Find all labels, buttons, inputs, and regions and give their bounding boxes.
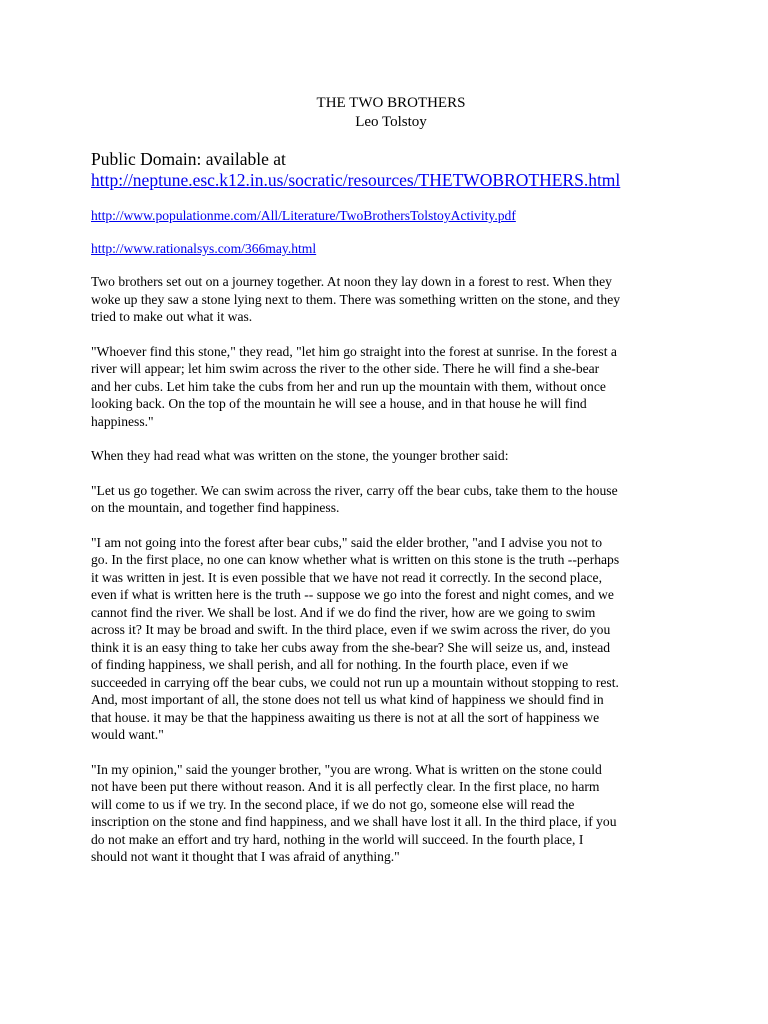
public-domain-label: Public Domain: available at xyxy=(91,149,286,169)
paragraph xyxy=(91,534,691,744)
text-line: cannot find the river. We shall be lost. And if we do find the river, how are we going to swim xyxy=(91,604,596,620)
text-line: should not want it thought that I was afraid of anything." xyxy=(91,849,400,864)
text-line: would want." xyxy=(91,727,164,742)
text-line: it was written in jest. It is even possible that we have not read it correctly. In the second place, xyxy=(91,569,602,585)
text-line: of finding happiness, we shall perish, and all for nothing. In the fourth place, even if we xyxy=(91,657,569,672)
paragraph xyxy=(91,482,691,517)
story-author: Leo Tolstoy xyxy=(355,114,427,130)
paragraph xyxy=(91,273,691,326)
text-line: river will appear; let him swim across the river to the other side. There he will find a she-bear xyxy=(91,361,600,376)
text-line: do not make an effort and try hard, nothing in the world will succeed. In the fourth place, I xyxy=(91,831,584,847)
text-line: will come to us if we try. In the second place, if we do not go, someone else will read the xyxy=(91,796,575,812)
text-line: think it is an easy thing to take her cubs away from the she-bear? She will seize us, and, instead xyxy=(91,639,611,655)
text-line: that house. it may be that the happiness awaiting us there is not at all the sort of happiness we xyxy=(91,709,600,725)
title-block xyxy=(91,94,691,132)
text-line: "I am not going into the forest after bear cubs," said the elder brother, "and I advise you not to xyxy=(91,534,602,550)
text-line: looking back. On the top of the mountain he will see a house, and in that house he will find xyxy=(91,396,587,411)
text-line: go. In the first place, no one can know whether what is written on this stone is the truth --perhaps xyxy=(91,552,620,567)
link-row xyxy=(91,207,691,225)
text-line: not have been put there without reason. And it is all perfectly clear. In the first place, no harm xyxy=(91,779,600,794)
text-line: tried to make out what it was. xyxy=(91,309,253,324)
text-line: succeeded in carrying off the bear cubs, we could not run up a mountain without stopping to rest. xyxy=(91,674,619,690)
text-line: "Whoever find this stone," they read, "let him go straight into the forest at sunrise. In the forest a xyxy=(91,343,617,359)
text-line: across it? It may be broad and swift. In the third place, even if we swim across the river, do you xyxy=(91,622,611,637)
text-line: "In my opinion," said the younger brother, "you are wrong. What is written on the stone could xyxy=(91,761,602,777)
text-line: even if what is written here is the truth -- suppose we go into the forest and night comes, and we xyxy=(91,587,614,602)
document-body xyxy=(91,94,691,883)
paragraph xyxy=(91,343,691,431)
source-link-rationalsys[interactable]: http://www.rationalsys.com/366may.html xyxy=(91,241,317,256)
text-line: Two brothers set out on a journey together. At noon they lay down in a forest to rest. When they xyxy=(91,274,612,289)
link-row xyxy=(91,240,691,258)
source-link-neptune[interactable]: http://neptune.esc.k12.in.us/socratic/resources/THETWOBROTHERS.html xyxy=(91,170,621,190)
text-line: woke up they saw a stone lying next to them. There was something written on the stone, and they xyxy=(91,291,621,307)
source-link-populationme[interactable]: http://www.populationme.com/All/Literature/TwoBrothersTolstoyActivity.pdf xyxy=(91,208,516,223)
text-line: inscription on the stone and find happiness, and we shall have lost it all. In the third place, if you xyxy=(91,814,617,829)
text-line: When they had read what was written on the stone, the younger brother said: xyxy=(91,448,509,463)
text-line: happiness." xyxy=(91,413,154,429)
text-line: And, most important of all, the stone does not tell us what kind of happiness we should find in xyxy=(91,692,604,707)
text-line: on the mountain, and together find happiness. xyxy=(91,500,340,515)
paragraph xyxy=(91,447,691,465)
paragraph xyxy=(91,761,691,866)
text-line: "Let us go together. We can swim across the river, carry off the bear cubs, take them to the house xyxy=(91,482,618,498)
story-title: THE TWO BROTHERS xyxy=(316,95,466,111)
text-line: and her cubs. Let him take the cubs from her and run up the mountain with them, without once xyxy=(91,378,606,394)
